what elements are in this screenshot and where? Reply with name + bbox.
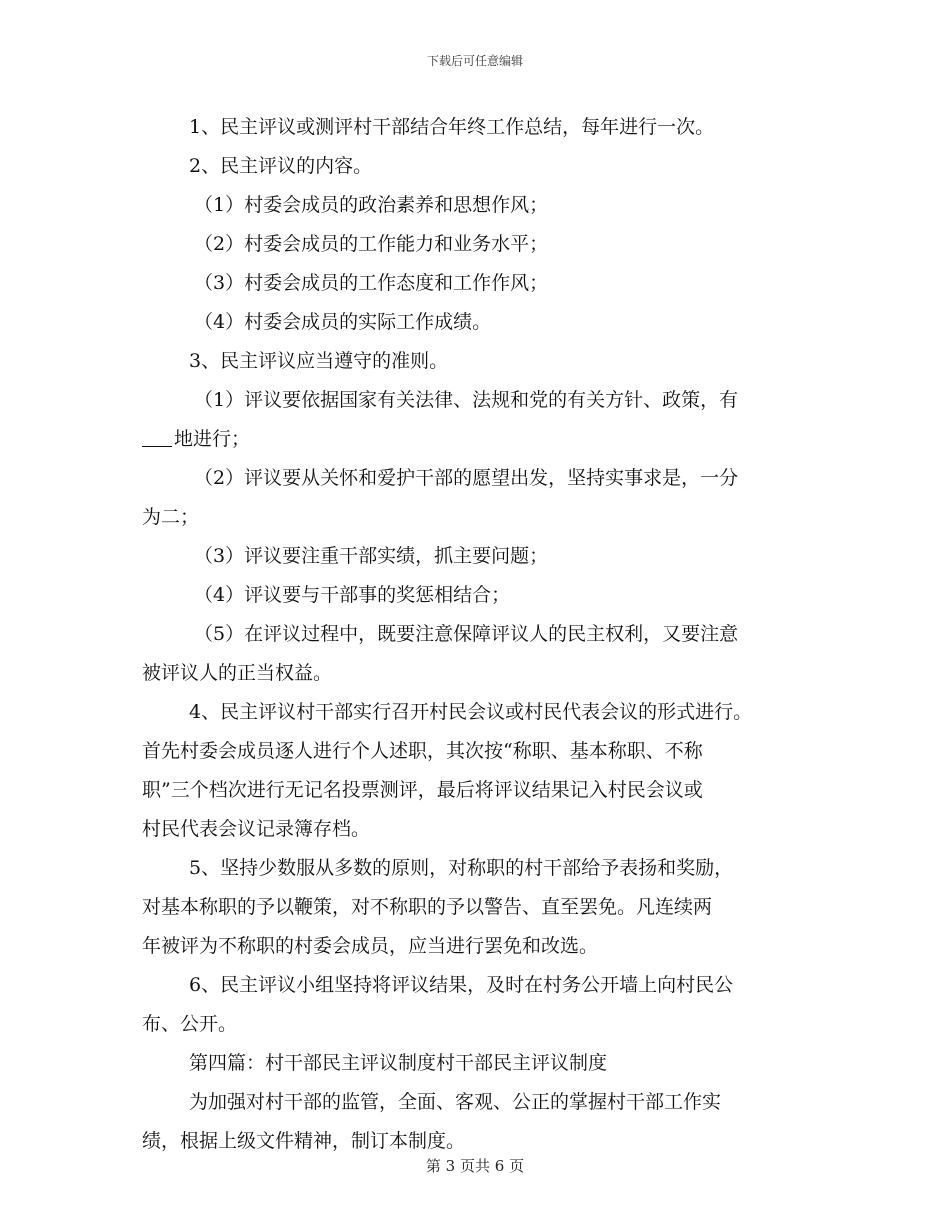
paragraph-line-text: 地进行； [174,428,251,450]
paragraph-line: （2）村委会成员的工作能力和业务水平； [194,233,549,255]
paragraph-line: 4、民主评议村干部实行召开村民会议或村民代表会议的形式进行。 [189,701,753,723]
paragraph-line: （1）评议要依据国家有关法律、法规和党的有关方针、政策，有 [194,389,739,411]
paragraph-line: 5、坚持少数服从多数的原则，对称职的村干部给予表扬和奖励， [189,857,734,879]
paragraph-line: 被评议人的正当权益。 [142,662,333,684]
paragraph-line: 为加强对村干部的监管，全面、客观、公正的掌握村干部工作实 [189,1091,722,1113]
paragraph-line: 年被评为不称职的村委会成员，应当进行罢免和改选。 [142,935,599,957]
page-header: 下载后可任意编辑 [426,54,523,68]
paragraph-line: （4）村委会成员的实际工作成绩。 [194,311,492,333]
paragraph-line: 首先村委会成员逐人进行个人述职，其次按“称职、基本称职、不称 [142,740,703,762]
paragraph-line: （3）村委会成员的工作态度和工作作风； [194,272,549,294]
paragraph-line: 对基本称职的予以鞭策，对不称职的予以警告、直至罢免。凡连续两 [142,896,713,918]
paragraph-line: 布、公开。 [142,1013,238,1035]
paragraph-line: 2、民主评议的内容。 [189,155,373,177]
paragraph-line: 职”三个档次进行无记名投票测评，最后将评议结果记入村民会议或 [142,779,703,801]
paragraph-line: 3、民主评议应当遵守的准则。 [189,350,449,372]
paragraph-line: （2）评议要从关怀和爱护干部的愿望出发，坚持实事求是，一分 [194,467,739,489]
page-footer: 第 3 页共 6 页 [425,1157,525,1175]
paragraph-line: （4）评议要与干部事的奖惩相结合； [194,584,511,606]
paragraph-line: 村民代表会议记录簿存档。 [142,818,371,840]
paragraph-line: （5）在评议过程中，既要注意保障评议人的民主权利，又要注意 [194,623,739,645]
paragraph-line [142,420,822,459]
paragraph-line: （1）村委会成员的政治素养和思想作风； [194,194,549,216]
section-heading: 第四篇：村干部民主评议制度村干部民主评议制度 [189,1052,608,1074]
paragraph-line: 1、民主评议或测评村干部结合年终工作总结，每年进行一次。 [189,116,715,138]
paragraph-line: 绩，根据上级文件精神，制订本制度。 [142,1130,466,1152]
paragraph-line: 6、民主评议小组坚持将评议结果，及时在村务公开墙上向村民公 [189,974,734,996]
paragraph-line: 为二； [142,506,200,528]
document-body [142,108,822,1161]
fill-in-blank [142,428,172,447]
paragraph-line: （3）评议要注重干部实绩，抓主要问题； [194,545,549,567]
